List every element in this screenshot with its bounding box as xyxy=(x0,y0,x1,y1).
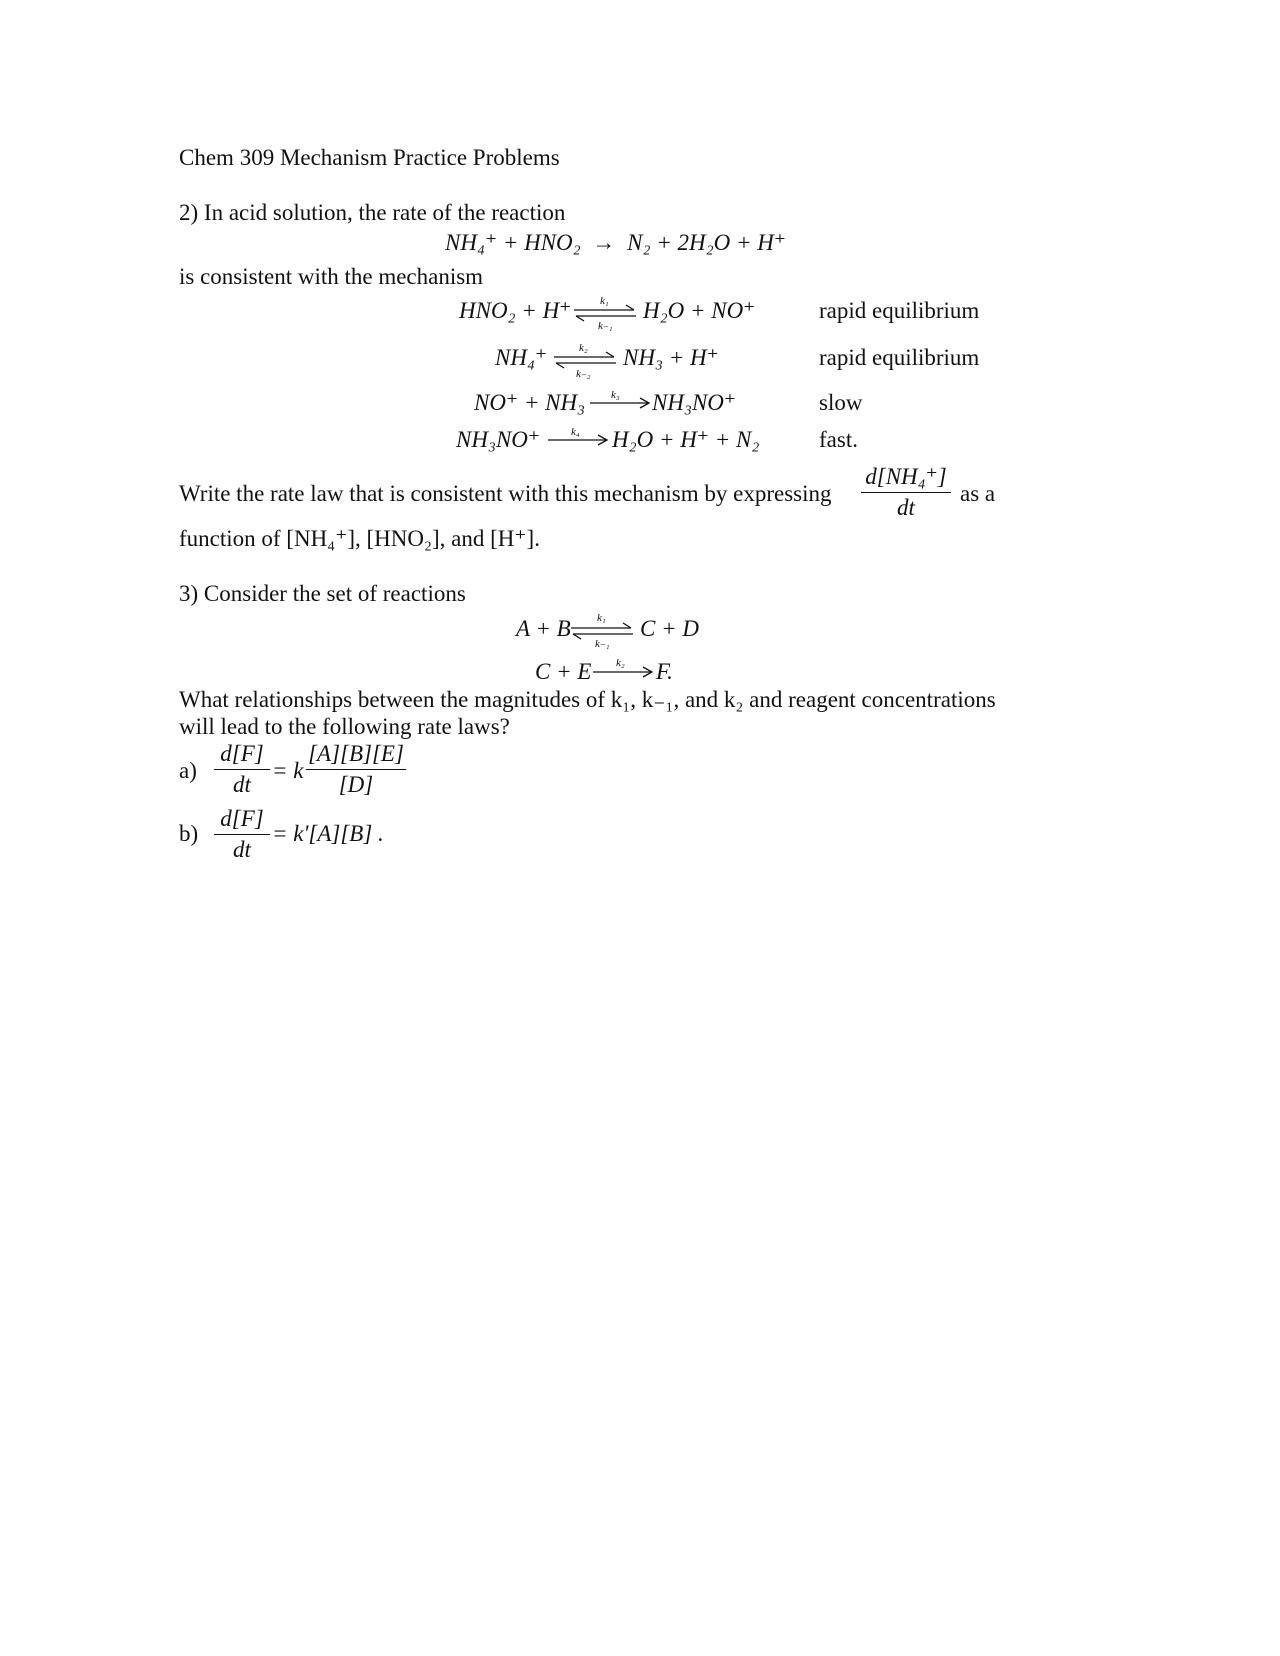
problem-3-intro: 3) Consider the set of reactions xyxy=(179,581,466,606)
page-title: Chem 309 Mechanism Practice Problems xyxy=(179,145,560,170)
step-2-products: NH₃ + H⁺ xyxy=(623,345,719,370)
step-4-reactants: NH₃NO⁺ xyxy=(456,427,541,452)
rate-constant-k-1: k₋₁ xyxy=(595,638,610,650)
mechanism-step-1 xyxy=(459,297,571,325)
problem-3-question-line1: What relationships between the magnitudes of k₁, k₋₁, and k₂ and reagent concentrations xyxy=(179,687,996,712)
part-b-label: b) xyxy=(179,821,199,846)
problem-3-question-line2: will lead to the following rate laws? xyxy=(179,714,510,739)
part-a-rhs-denominator: [D] xyxy=(338,772,374,797)
part-a-lhs-denominator: dt xyxy=(233,772,251,797)
rate-constant-k1: k₁ xyxy=(597,612,606,624)
step-1-products: H₂O + NO⁺ xyxy=(643,298,756,323)
problem-3-reaction-2-products: F. xyxy=(656,659,673,684)
part-b-rhs: = k'[A][B] . xyxy=(272,821,384,846)
fraction-bar xyxy=(214,769,270,770)
problem-3-reaction-2-reactants: C + E xyxy=(535,659,592,684)
fraction-bar xyxy=(861,492,951,493)
part-a-equals-k: = k xyxy=(272,758,304,783)
step-1-reactants: HNO₂ + H⁺ xyxy=(459,298,572,323)
step-4-label: fast. xyxy=(819,427,858,452)
part-b-lhs-fraction xyxy=(214,806,270,863)
problem-3-reaction-1-reactants: A + B xyxy=(516,616,571,641)
part-a-lhs-fraction xyxy=(214,741,270,798)
step-4-products: H₂O + H⁺ + N₂ xyxy=(612,427,760,452)
part-a-rhs-numerator: [A][B][E] xyxy=(308,741,404,766)
overall-reaction xyxy=(445,229,786,257)
problem-2-consistent: is consistent with the mechanism xyxy=(179,264,484,289)
rate-constant-k3: k₃ xyxy=(611,389,620,401)
step-3-label: slow xyxy=(819,390,863,415)
rate-constant-k-1: k₋₁ xyxy=(598,320,613,332)
step-3-products: NH₃NO⁺ xyxy=(652,390,737,415)
rate-constant-k-2: k₋₂ xyxy=(576,368,591,380)
fraction-denominator: dt xyxy=(897,495,915,520)
rate-constant-k2: k₂ xyxy=(616,657,625,669)
step-1-label: rapid equilibrium xyxy=(819,298,980,323)
fraction-bar xyxy=(306,769,406,770)
step-3-reactants: NO⁺ + NH₃ xyxy=(474,390,586,415)
step-2-label: rapid equilibrium xyxy=(819,345,980,370)
problem-2-intro: 2) In acid solution, the rate of the reaction xyxy=(179,200,566,225)
part-a-rhs-fraction xyxy=(306,741,406,798)
problem-2-question-line2: function of [NH₄⁺], [HNO₂], and [H⁺]. xyxy=(179,526,540,551)
problem-3-reaction-1-products: C + D xyxy=(640,616,699,641)
fraction-numerator: d[NH₄⁺] xyxy=(865,464,947,489)
rate-constant-k1: k₁ xyxy=(600,295,609,307)
forward-arrow-icon xyxy=(588,392,652,412)
part-a-label: a) xyxy=(179,758,197,783)
part-b-lhs-numerator: d[F] xyxy=(220,806,264,831)
overall-reactants: NH₄⁺ + HNO₂ xyxy=(445,230,581,255)
rate-constant-k4: k₄ xyxy=(571,426,580,438)
problem-2-question-suffix: as a xyxy=(960,481,996,506)
overall-products: N₂ + 2H₂O + H⁺ xyxy=(627,230,787,255)
part-a-lhs-numerator: d[F] xyxy=(220,741,264,766)
problem-2-question: Write the rate law that is consistent with this mechanism by expressing xyxy=(179,481,832,506)
part-b-lhs-denominator: dt xyxy=(233,837,251,862)
step-2-reactants: NH₄⁺ xyxy=(495,345,548,370)
rate-fraction xyxy=(861,464,951,521)
reaction-arrow: → xyxy=(592,230,616,255)
fraction-bar xyxy=(214,834,270,835)
rate-constant-k2: k₂ xyxy=(579,342,588,354)
